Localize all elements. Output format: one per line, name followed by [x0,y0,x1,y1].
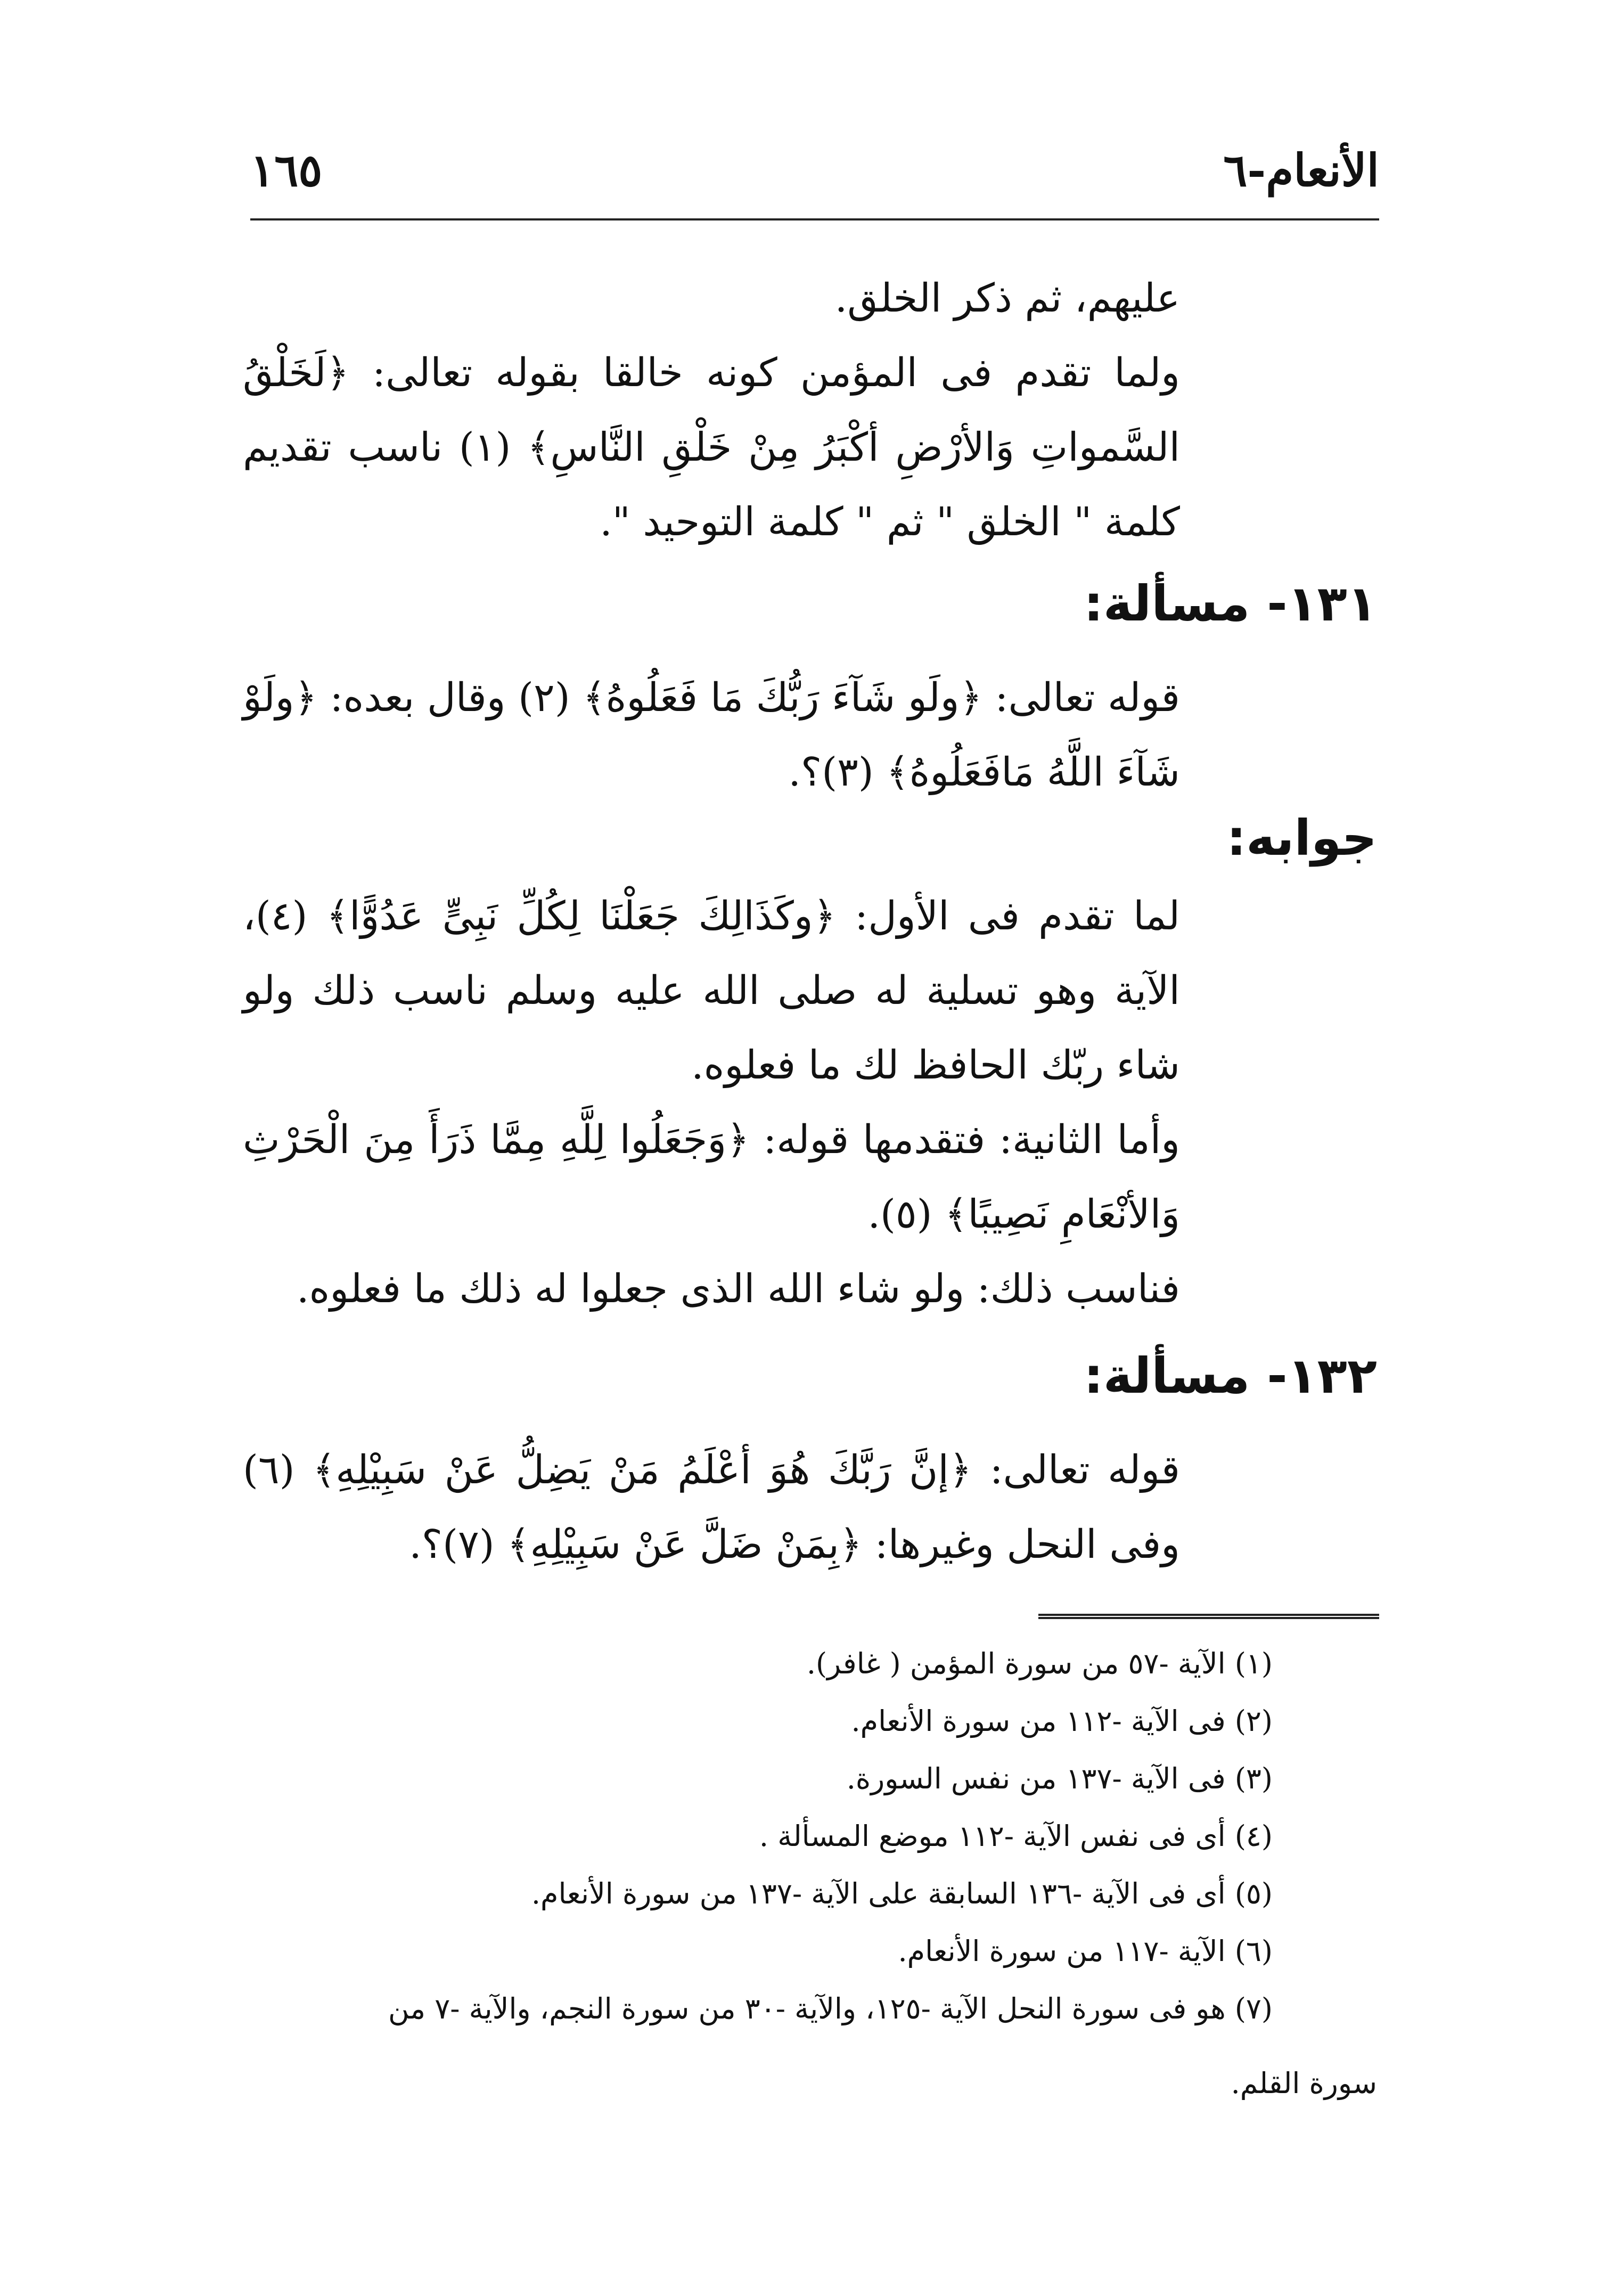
issue-131-heading: ١٣١- مسألة: [1084,575,1377,632]
issue-132-question [243,1433,1180,1582]
issue-131-question [243,660,1180,810]
footnote-1: (١) الآية -٥٧ من سورة المؤمن ( غافر). [806,1647,1273,1680]
running-header-sura: الأنعام-٦ [1223,144,1379,197]
answer-paragraph-1: لما تقدم فى الأول: ﴿وكَذَالِكَ جَعَلْنَا لِكُلِّ نَبِىٍّ عَدُوًّا﴾ (٤)، الآية وهو تسلية له صلى الله عليه وسلم ناسب ذلك ولو شاء ربّك الحافظ لك ما فعلوه. [243,893,1180,1088]
issue-131-answer [243,879,1180,1326]
intro-text [243,261,1180,559]
footnote-3: (٣) فى الآية -١٣٧ من نفس السورة. [846,1762,1273,1795]
answer-paragraph-3: فناسب ذلك: ولو شاء الله الذى جعلوا له ذلك ما فعلوه. [296,1266,1180,1312]
issue-131-answer-heading: جوابه: [1226,810,1377,867]
footnote-5: (٥) أى فى الآية -١٣٦ السابقة على الآية -١٣٧ من سورة الأنعام. [531,1877,1273,1910]
paragraph-continuation: عليهم، ثم ذكر الخلق. [834,275,1180,321]
footnote-2: (٢) فى الآية -١١٢ من سورة الأنعام. [851,1704,1273,1738]
footnote-4: (٤) أى فى نفس الآية -١١٢ موضع المسألة . [759,1819,1273,1853]
issue-132-question-text: قوله تعالى: ﴿إنَّ رَبَّكَ هُوَ أعْلَمُ مَنْ يَضِلُّ عَنْ سَبِيْلِهِ﴾ (٦) وفى النحل وغيرها: ﴿بِمَنْ ضَلَّ عَنْ سَبِيْلِهِ﴾ (٧)؟. [243,1447,1180,1567]
footnotes [282,1635,1273,2038]
answer-paragraph-2: وأما الثانية: فتقدمها قوله: ﴿وَجَعَلُوا لِلَّهِ مِمَّا ذَرَأَ مِنَ الْحَرْثِ وَالأنْعَامِ نَصِيبًا﴾ (٥). [243,1117,1180,1237]
footnote-6: (٦) الآية -١١٧ من سورة الأنعام. [898,1934,1273,1968]
footnote-separator [1038,1614,1379,1619]
issue-132-heading: ١٣٢- مسألة: [1084,1347,1377,1404]
footnote-7: (٧) هو فى سورة النحل الآية -١٢٥، والآية -٣٠ من سورة النجم، والآية -٧ من [388,1992,1273,2025]
running-header [250,133,1379,202]
header-rule [250,218,1379,220]
paragraph-khalq: ولما تقدم فى المؤمن كونه خالقا بقوله تعالى: ﴿لَخَلْقُ السَّمواتِ وَالأرْضِ أكْبَرُ مِنْ خَلْقِ النَّاسِ﴾ (١) ناسب تقديم كلمة " الخلق " ثم " كلمة التوحيد ". [243,350,1180,545]
issue-131-question-text: قوله تعالى: ﴿ولَو شَآءَ رَبُّكَ مَا فَعَلُوهُ﴾ (٢) وقال بعده: ﴿ولَوْ شَآءَ اللَّهُ مَافَعَلُوهُ﴾ (٣)؟. [243,675,1180,795]
page-number: ١٦٥ [250,144,323,197]
footnote-7-continuation: سورة القلم. [1231,2066,1377,2100]
